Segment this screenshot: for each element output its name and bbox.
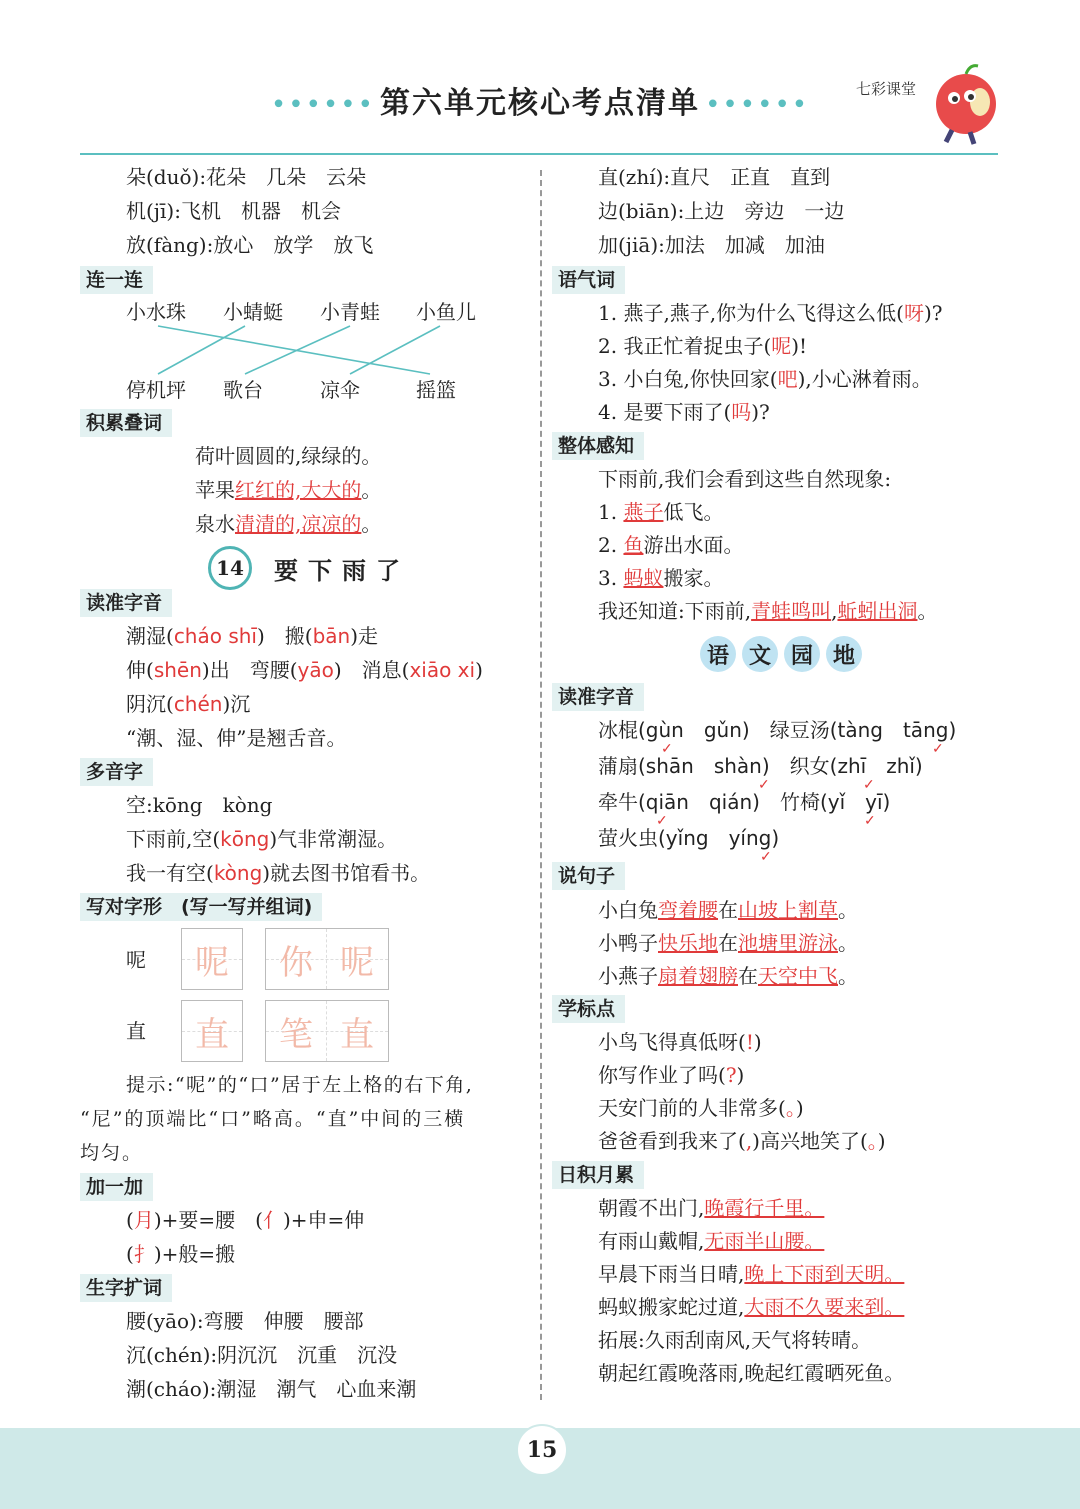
- pinyin-line: [126, 655, 483, 685]
- writing-grid: [265, 1000, 389, 1062]
- answer: 。: [785, 1096, 796, 1120]
- check-mark-icon: ✓: [760, 849, 772, 865]
- page-title: 第六单元核心考点清单: [380, 86, 700, 121]
- note-line: “潮、湿、伸”是翘舌音。: [126, 726, 347, 750]
- answer: 晚霞行千里。: [704, 1196, 825, 1220]
- section-heading-zhengti: 整体感知: [552, 432, 644, 460]
- text: 苹果: [195, 478, 235, 502]
- text: 小鸭子: [598, 931, 658, 955]
- answer: 鱼: [623, 533, 644, 557]
- pinyin-answer: kōng: [220, 827, 270, 851]
- text: 游出水面。: [643, 533, 744, 557]
- grid-char: 笔: [279, 1015, 313, 1055]
- word-line: 机(jī):飞机 机器 机会: [126, 199, 341, 223]
- text: 早晨下雨当日晴,: [598, 1262, 745, 1286]
- text: )!: [791, 334, 808, 358]
- text: ) 搬(: [257, 624, 313, 648]
- answer: 红红的,大大的: [235, 478, 362, 502]
- apple-mascot-icon: [930, 62, 1002, 146]
- text: 。: [361, 478, 382, 502]
- text: 3. 小白兔,你快回家(: [598, 367, 778, 391]
- text: (: [126, 1242, 134, 1266]
- zhengti-line: [598, 497, 723, 527]
- jiayijia-line: [126, 1205, 364, 1235]
- yuqici-line: [598, 331, 807, 361]
- match-top-item: 小青蛙: [320, 300, 380, 324]
- duoyin-line: [126, 824, 397, 854]
- zhengti-line: 下雨前,我们会看到这些自然现象:: [598, 467, 892, 491]
- punct-line: [598, 1126, 886, 1156]
- match-bottom-item: 歌台: [223, 378, 263, 402]
- pinyin-answer: yāo: [297, 658, 334, 682]
- section-heading-rijiyuelei: 日积月累: [552, 1161, 644, 1189]
- writing-grid: [265, 928, 389, 990]
- text: 朝霞不出门,: [598, 1196, 705, 1220]
- text: 阴沉(: [126, 692, 174, 716]
- answer: !: [745, 1030, 754, 1054]
- text: ): [795, 1096, 804, 1120]
- writing-grid: [181, 1000, 243, 1062]
- pinyin-answer: kòng: [213, 861, 263, 885]
- word-line: 放(fàng):放心 放学 放飞: [126, 233, 374, 257]
- answer: 池塘里游泳: [738, 931, 838, 955]
- answer: 月: [133, 1208, 154, 1232]
- title-dots-left: ••••••: [270, 90, 375, 120]
- answer: 弯着腰: [658, 898, 718, 922]
- text: 。: [361, 512, 382, 536]
- text: 小鸟飞得真低呀(: [598, 1030, 746, 1054]
- match-top-item: 小蜻蜓: [223, 300, 283, 324]
- pinyin-line: [126, 689, 250, 719]
- pinyin-answer: xiāo xi: [409, 658, 476, 682]
- text: )?: [751, 400, 770, 424]
- check-mark-icon: ✓: [932, 741, 944, 757]
- text: 天安门前的人非常多(: [598, 1096, 786, 1120]
- proverb-line: 拓展:久雨刮南风,天气将转晴。: [598, 1328, 872, 1352]
- section-heading-yuqici: 语气词: [552, 266, 625, 294]
- yuqici-line: [598, 397, 770, 427]
- text: 潮湿(: [126, 624, 174, 648]
- zhengti-line: [598, 563, 723, 593]
- pinyin-line: [126, 621, 378, 651]
- garden-title: [700, 636, 862, 672]
- match-bottom-item: 停机坪: [126, 378, 186, 402]
- duoyin-line: 空:kōng kòng: [126, 793, 273, 817]
- sentence-line: [598, 961, 858, 991]
- pinyin-choice-line: 冰棍(gùn gǔn) 绿豆汤(tàng tāng): [598, 718, 957, 742]
- text: 小燕子: [598, 964, 658, 988]
- text: 1.: [598, 500, 624, 524]
- proverb-line: [598, 1292, 904, 1322]
- text: )出 弯腰(: [201, 658, 298, 682]
- tip-line: 均匀。: [80, 1142, 144, 1164]
- text: ): [753, 1030, 762, 1054]
- writing-grid: [181, 928, 243, 990]
- practice-char: 直: [126, 1019, 146, 1043]
- grid-char: 呢: [195, 943, 229, 983]
- text: )高兴地笑了(: [752, 1129, 868, 1153]
- answer: 大雨不久要来到。: [744, 1295, 905, 1319]
- answer: 。: [867, 1129, 878, 1153]
- punct-line: [598, 1060, 744, 1090]
- section-heading-duzhun: 读准字音: [80, 589, 172, 617]
- answer: 燕子: [623, 500, 664, 524]
- text: 小白兔: [598, 898, 658, 922]
- text: 3.: [598, 566, 624, 590]
- match-top-item: 小水珠: [126, 300, 186, 324]
- dieci-line: 荷叶圆圆的,绿绿的。: [195, 444, 382, 468]
- proverb-line: 朝起红霞晚落雨,晚起红霞晒死鱼。: [598, 1361, 905, 1385]
- column-divider: [540, 170, 542, 1400]
- section-heading-dieci: 积累叠词: [80, 409, 172, 437]
- answer: ?: [725, 1063, 737, 1087]
- text: (: [126, 1208, 134, 1232]
- tip-line: “尼”的顶端比“口”略高。“直”中间的三横: [80, 1108, 466, 1130]
- answer: 山坡上割草: [738, 898, 838, 922]
- text: 在: [718, 898, 738, 922]
- garden-char: 文: [742, 636, 778, 672]
- answer: 晚上下雨到天明。: [744, 1262, 905, 1286]
- text: )沉: [222, 692, 251, 716]
- word-line: 朵(duǒ):花朵 几朵 云朵: [126, 165, 367, 189]
- practice-char: 呢: [126, 948, 146, 972]
- text: 你写作业了吗(: [598, 1063, 726, 1087]
- text: )走: [350, 624, 379, 648]
- text: 下雨前,空(: [126, 827, 221, 851]
- match-bottom-item: 摇篮: [416, 378, 456, 402]
- lesson-number: 14: [208, 546, 252, 590]
- grid-char: 你: [279, 943, 313, 983]
- text: 4. 是要下雨了(: [598, 400, 732, 424]
- check-mark-icon: ✓: [864, 813, 876, 829]
- text: 爸爸看到我来了(: [598, 1129, 746, 1153]
- pinyin-choice-line: 牵牛(qiān qián) 竹椅(yǐ yī): [598, 790, 891, 814]
- text: ): [877, 1129, 886, 1153]
- zhengti-line: [598, 596, 937, 626]
- garden-char: 地: [826, 636, 862, 672]
- text: 在: [718, 931, 738, 955]
- lesson-title: 要下雨了: [274, 555, 410, 585]
- text: )+要=腰 (: [153, 1208, 263, 1232]
- grid-char: 呢: [340, 943, 374, 983]
- kuoci-line: 潮(cháo):潮湿 潮气 心血来潮: [126, 1377, 417, 1401]
- text: ,: [831, 599, 838, 623]
- pinyin-answer: bān: [312, 624, 351, 648]
- word-line: 直(zhí):直尺 正直 直到: [598, 165, 831, 189]
- text: 有雨山戴帽,: [598, 1229, 705, 1253]
- check-mark-icon: ✓: [863, 777, 875, 793]
- text: 。: [838, 931, 858, 955]
- text: 。: [917, 599, 938, 623]
- text: )气非常潮湿。: [269, 827, 398, 851]
- text: )?: [923, 301, 943, 325]
- match-top-item: 小鱼儿: [416, 300, 476, 324]
- dieci-line: [195, 509, 381, 539]
- text: 低飞。: [663, 500, 724, 524]
- text: 。: [838, 898, 858, 922]
- text: 蚂蚁搬家蛇过道,: [598, 1295, 745, 1319]
- word-line: 边(biān):上边 旁边 一边: [598, 199, 845, 223]
- pinyin-choice-line: 蒲扇(shān shàn) 织女(zhī zhǐ): [598, 754, 923, 778]
- brand-label: 七彩课堂: [856, 80, 917, 98]
- page-number: 15: [516, 1424, 568, 1476]
- text: 我一有空(: [126, 861, 214, 885]
- answer: 呢: [771, 334, 792, 358]
- answer: 青蛙鸣叫: [751, 599, 832, 623]
- punct-line: [598, 1027, 762, 1057]
- sentence-line: [598, 895, 858, 925]
- answer: 吗: [731, 400, 752, 424]
- answer: 快乐地: [658, 931, 718, 955]
- dieci-line: [195, 475, 381, 505]
- text: 1. 燕子,燕子,你为什么飞得这么低(: [598, 301, 904, 325]
- text: 我还知道:下雨前,: [598, 599, 752, 623]
- proverb-line: [598, 1226, 824, 1256]
- lesson-header: [208, 546, 410, 590]
- garden-char: 语: [700, 636, 736, 672]
- text: ): [475, 658, 483, 682]
- pinyin-answer: shēn: [153, 658, 202, 682]
- proverb-line: [598, 1193, 824, 1223]
- text: )就去图书馆看书。: [262, 861, 431, 885]
- section-heading-duzhun2: 读准字音: [552, 683, 644, 711]
- duoyin-line: [126, 858, 430, 888]
- grid-char: 直: [340, 1015, 374, 1055]
- match-bottom-item: 凉伞: [320, 378, 360, 402]
- punct-line: [598, 1093, 804, 1123]
- answer: 清清的,凉凉的: [235, 512, 362, 536]
- text: 搬家。: [663, 566, 724, 590]
- pinyin-choice-line: 萤火虫(yǐng yíng): [598, 826, 780, 850]
- text: ): [736, 1063, 745, 1087]
- page-header: [0, 78, 1080, 122]
- word-line: 加(jiā):加法 加减 加油: [598, 233, 825, 257]
- answer: 扇着翅膀: [658, 964, 738, 988]
- header-rule: [80, 153, 998, 155]
- section-heading-jiayijia: 加一加: [80, 1173, 153, 1201]
- proverb-line: [598, 1259, 904, 1289]
- text: 泉水: [195, 512, 235, 536]
- section-heading-lianyilian: 连一连: [80, 266, 153, 294]
- text: 。: [838, 964, 858, 988]
- answer: 亻: [262, 1208, 283, 1232]
- answer: 无雨半山腰。: [704, 1229, 825, 1253]
- grid-char: 直: [195, 1015, 229, 1055]
- garden-char: 园: [784, 636, 820, 672]
- section-heading-biaodian: 学标点: [552, 995, 625, 1023]
- answer: 天空中飞: [758, 964, 838, 988]
- pinyin-answer: cháo shī: [173, 624, 257, 648]
- answer: 蚂蚁: [623, 566, 664, 590]
- section-heading-duoyin: 多音字: [80, 758, 153, 786]
- jiayijia-line: [126, 1239, 235, 1269]
- zhengti-line: [598, 530, 743, 560]
- answer: 呀: [903, 301, 924, 325]
- answer: 吧: [777, 367, 798, 391]
- section-heading-shuojuzi: 说句子: [552, 862, 625, 890]
- pinyin-answer: chén: [173, 692, 223, 716]
- check-mark-icon: ✓: [758, 777, 770, 793]
- sentence-line: [598, 928, 858, 958]
- text: 伸(: [126, 658, 154, 682]
- text: )+申=伸: [282, 1208, 365, 1232]
- section-heading-xiezi: 写对字形 (写一写并组词): [80, 893, 322, 921]
- text: 在: [738, 964, 758, 988]
- check-mark-icon: ✓: [661, 741, 673, 757]
- answer: 扌: [133, 1242, 154, 1266]
- text: 2. 我正忙着捉虫子(: [598, 334, 772, 358]
- text: 2.: [598, 533, 624, 557]
- text: )+般=搬: [153, 1242, 236, 1266]
- yuqici-line: [598, 298, 943, 328]
- text: ),小心淋着雨。: [797, 367, 932, 391]
- section-heading-kuoci: 生字扩词: [80, 1274, 172, 1302]
- match-lines: [120, 324, 500, 376]
- yuqici-line: [598, 364, 932, 394]
- answer: ,: [745, 1129, 753, 1153]
- text: ) 消息(: [333, 658, 410, 682]
- check-mark-icon: ✓: [656, 813, 668, 829]
- answer: 蚯蚓出洞: [837, 599, 918, 623]
- title-dots-right: ••••••: [705, 90, 810, 120]
- kuoci-line: 腰(yāo):弯腰 伸腰 腰部: [126, 1309, 364, 1333]
- tip-line: 提示:“呢”的“口”居于左上格的右下角,: [126, 1074, 474, 1096]
- kuoci-line: 沉(chén):阴沉沉 沉重 沉没: [126, 1343, 398, 1367]
